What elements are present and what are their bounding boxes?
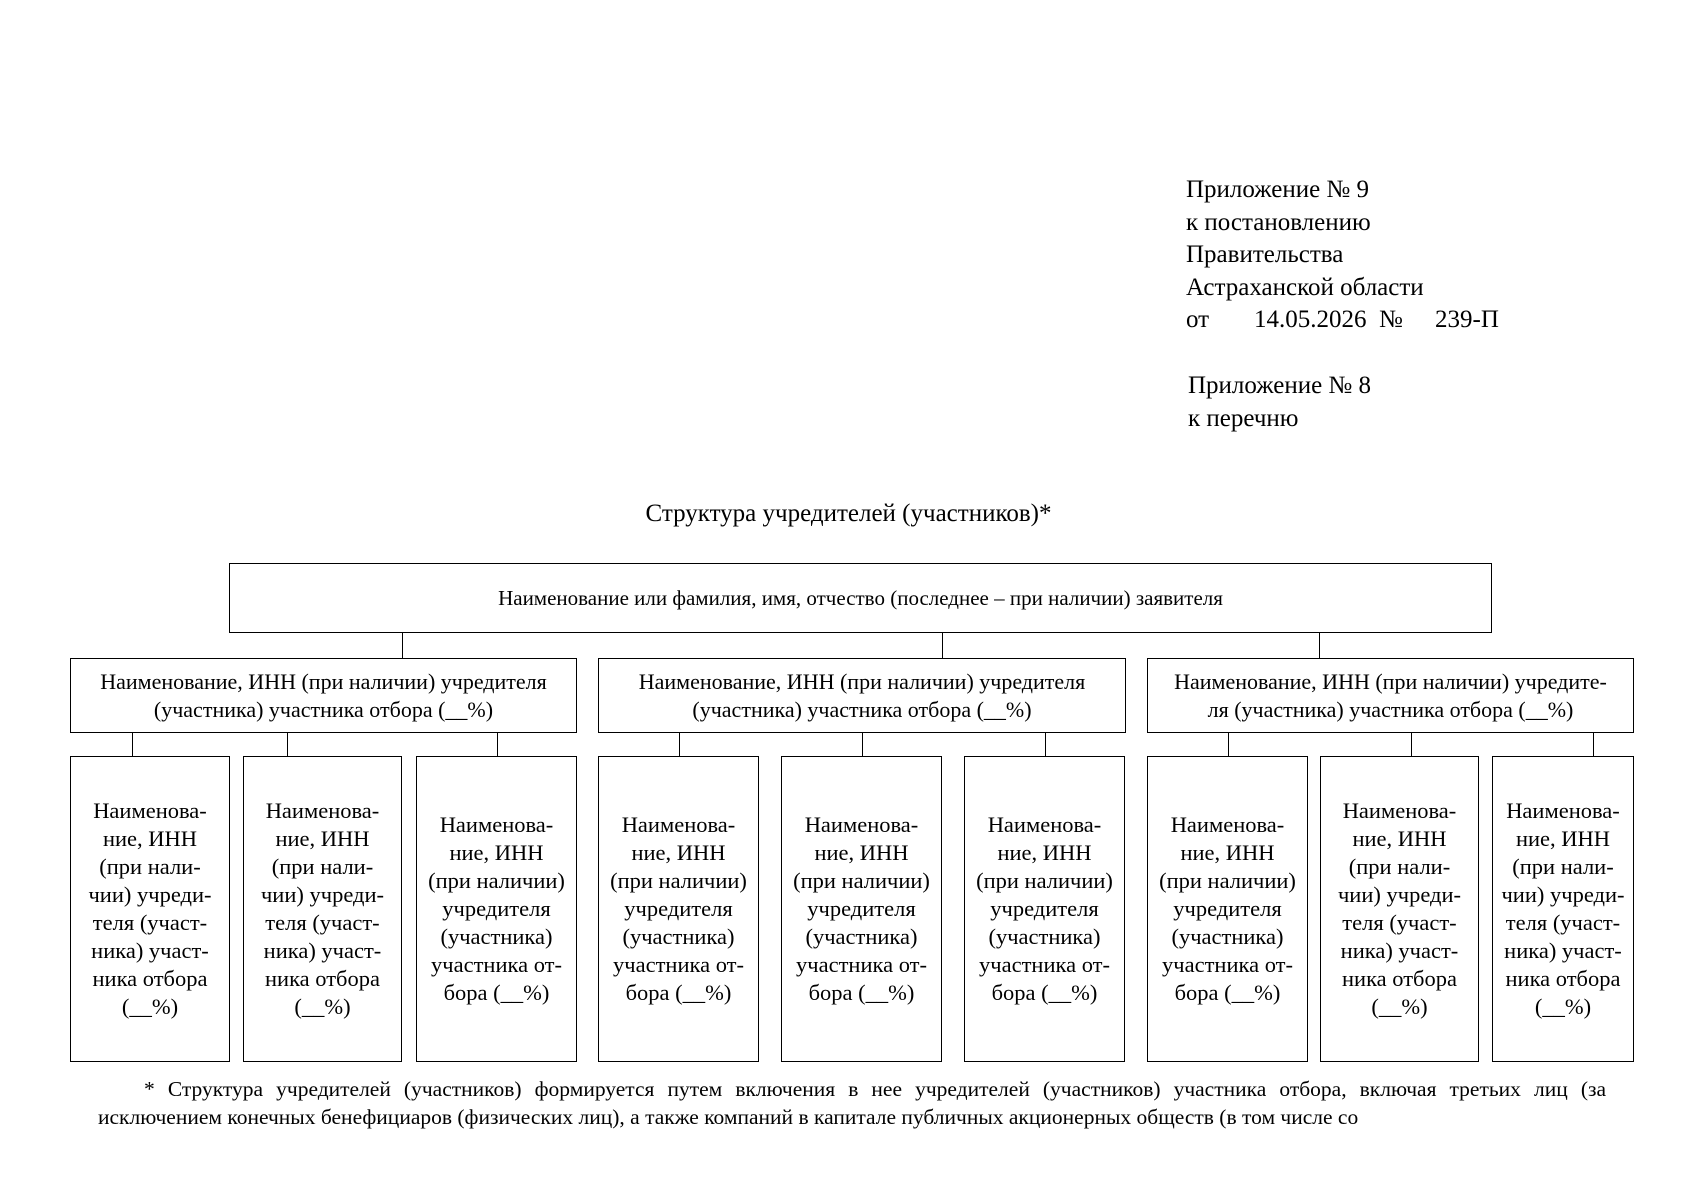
founder-box-level-2 bbox=[598, 756, 759, 1062]
founder-box-line-2: (участника) участника отбора (__%) bbox=[692, 696, 1032, 722]
founder-box-line-2: (участника) участника отбора (__%) bbox=[153, 696, 494, 722]
box-text-line: чии) учреди- bbox=[1337, 882, 1461, 907]
founder-box-level-2 bbox=[70, 756, 230, 1062]
founder-box-level-2 bbox=[1492, 756, 1634, 1062]
box-text-line: бора (__%) bbox=[808, 980, 915, 1005]
box-text-line: чии) учреди- bbox=[88, 882, 212, 907]
box-text-line: (при наличии) bbox=[1159, 868, 1296, 893]
number-sign: № bbox=[1379, 306, 1403, 333]
connector-line bbox=[1228, 733, 1229, 756]
box-text-line: (при нали- bbox=[1512, 854, 1614, 879]
box-text-line: Наименова- bbox=[93, 798, 207, 823]
applicant-box-label: Наименование или фамилия, имя, отчество (последнее – при наличии) заявителя bbox=[498, 585, 1223, 610]
founder-box-level-1 bbox=[598, 658, 1126, 733]
document-date: 14.05.2026 bbox=[1254, 306, 1367, 333]
connector-line bbox=[402, 633, 403, 658]
box-text-line: ника) участ- bbox=[91, 938, 209, 963]
appendix-9-line-2: к постановлению bbox=[1186, 208, 1371, 236]
box-text-line: Наименова- bbox=[1170, 812, 1285, 837]
founder-box-level-2 bbox=[416, 756, 577, 1062]
box-text-line: теля (участ- bbox=[1505, 910, 1621, 935]
box-text-line: (участника) bbox=[622, 924, 735, 949]
founder-box-level-2 bbox=[1320, 756, 1479, 1062]
box-text-line: участника от- bbox=[979, 952, 1110, 977]
connector-line bbox=[1319, 633, 1320, 658]
box-text-line: участника от- bbox=[1162, 952, 1293, 977]
founder-box-level-1 bbox=[70, 658, 577, 733]
box-text-line: бора (__%) bbox=[443, 980, 550, 1005]
connector-line bbox=[862, 733, 863, 756]
box-text-line: учредителя bbox=[990, 896, 1099, 921]
box-text-line: учредителя bbox=[1173, 896, 1282, 921]
box-text-line: ние, ИНН bbox=[631, 840, 726, 865]
box-text-line: (участника) bbox=[1171, 924, 1284, 949]
founder-box-line-1: Наименование, ИНН (при наличии) учредите- bbox=[1174, 668, 1607, 694]
box-text-line: ника) участ- bbox=[1504, 938, 1622, 963]
connector-line bbox=[497, 733, 498, 756]
box-text-line: чии) учреди- bbox=[1501, 882, 1625, 907]
box-text-line: ника отбора bbox=[264, 966, 380, 991]
box-text-line: (__%) bbox=[1534, 994, 1592, 1019]
box-text-line: ника отбора bbox=[92, 966, 208, 991]
appendix-9-line-3: Правительства bbox=[1186, 241, 1344, 268]
box-text-line: (__%) bbox=[1371, 994, 1428, 1019]
box-text-line: учредителя bbox=[442, 896, 551, 921]
founder-box-level-2 bbox=[964, 756, 1125, 1062]
founder-box-level-2 bbox=[781, 756, 942, 1062]
box-text-line: Наименова- bbox=[265, 798, 380, 823]
box-text-line: ние, ИНН bbox=[1352, 826, 1447, 851]
appendix-9-header bbox=[1186, 174, 1499, 337]
box-text-line: (при нали- bbox=[1348, 854, 1451, 879]
connector-line bbox=[679, 733, 680, 756]
connector-line bbox=[1411, 733, 1412, 756]
box-text-line: бора (__%) bbox=[1174, 980, 1281, 1005]
box-text-line: теля (участ- bbox=[1342, 910, 1457, 935]
founder-box-level-2 bbox=[243, 756, 402, 1062]
box-text-line: ние, ИНН bbox=[814, 840, 909, 865]
box-text-line: учредителя bbox=[807, 896, 916, 921]
box-text-line: (участника) bbox=[440, 924, 553, 949]
footnote bbox=[98, 1075, 1606, 1131]
applicant-box bbox=[229, 563, 1492, 633]
founder-box-line-2: ля (участника) участника отбора (__%) bbox=[1207, 696, 1574, 722]
connector-line bbox=[1593, 733, 1594, 756]
box-text-line: участника от- bbox=[613, 952, 744, 977]
box-text-line: Наименова- bbox=[804, 812, 919, 837]
appendix-9-title: Приложение № 9 bbox=[1186, 176, 1370, 203]
box-text-line: бора (__%) bbox=[625, 980, 732, 1005]
box-text-line: теля (участ- bbox=[265, 910, 380, 935]
box-text-line: чии) учреди- bbox=[260, 882, 384, 907]
connector-line bbox=[942, 633, 943, 658]
box-text-line: учредителя bbox=[624, 896, 733, 921]
document-number: 239-П bbox=[1435, 306, 1499, 333]
box-text-line: (при наличии) bbox=[610, 868, 747, 893]
founder-box-level-1 bbox=[1147, 658, 1634, 733]
box-text-line: (участника) bbox=[805, 924, 918, 949]
founder-box-line-1: Наименование, ИНН (при наличии) учредителя bbox=[638, 668, 1086, 694]
box-text-line: ние, ИНН bbox=[1515, 826, 1611, 851]
box-text-line: теля (участ- bbox=[92, 910, 208, 935]
box-text-line: (__%) bbox=[294, 994, 351, 1019]
box-text-line: ние, ИНН bbox=[275, 826, 370, 851]
date-prefix: от bbox=[1186, 306, 1210, 333]
box-text-line: (__%) bbox=[121, 994, 179, 1019]
box-text-line: ние, ИНН bbox=[102, 826, 198, 851]
box-text-line: Наименова- bbox=[987, 812, 1102, 837]
box-text-line: (при наличии) bbox=[976, 868, 1113, 893]
box-text-line: Наименова- bbox=[1506, 798, 1620, 823]
box-text-line: Наименова- bbox=[621, 812, 736, 837]
footnote-line-2: (за исключением конечных бенефициаров (физических лиц), а также компаний в капитале публичных акционерных обществ (в том числе со bbox=[98, 1077, 1607, 1129]
box-text-line: бора (__%) bbox=[991, 980, 1098, 1005]
box-text-line: участника от- bbox=[796, 952, 927, 977]
box-text-line: ние, ИНН bbox=[997, 840, 1092, 865]
appendix-9-date-line bbox=[1186, 304, 1499, 337]
appendix-8-header bbox=[1188, 370, 1371, 435]
box-text-line: (участника) bbox=[988, 924, 1101, 949]
box-text-line: ника) участ- bbox=[1340, 938, 1459, 963]
box-text-line: ние, ИНН bbox=[1180, 840, 1275, 865]
box-text-line: Наименова- bbox=[1342, 798, 1457, 823]
box-text-line: участника от- bbox=[431, 952, 562, 977]
appendix-8-line-2: к перечню bbox=[1188, 404, 1299, 432]
appendix-8-title: Приложение № 8 bbox=[1188, 372, 1372, 399]
founder-box-line-1: Наименование, ИНН (при наличии) учредителя bbox=[100, 668, 547, 694]
connector-line bbox=[1045, 733, 1046, 756]
box-text-line: ника отбора bbox=[1505, 966, 1621, 991]
box-text-line: ника) участ- bbox=[263, 938, 382, 963]
connector-line bbox=[132, 733, 133, 756]
box-text-line: (при наличии) bbox=[428, 868, 565, 893]
box-text-line: Наименова- bbox=[439, 812, 554, 837]
founder-box-level-2 bbox=[1147, 756, 1308, 1062]
box-text-line: ника отбора bbox=[1341, 966, 1457, 991]
box-text-line: (при нали- bbox=[271, 854, 374, 879]
appendix-9-line-4: Астраханской области bbox=[1186, 273, 1424, 301]
document-title: Структура учредителей (участников)* bbox=[645, 500, 1052, 527]
connector-line bbox=[287, 733, 288, 756]
footnote-line-1: * Структура учредителей (участников) формируется путем включения в нее учредителей (участников) участника отбора, включая третьих лиц bbox=[144, 1077, 1568, 1101]
box-text-line: ние, ИНН bbox=[449, 840, 544, 865]
box-text-line: (при наличии) bbox=[793, 868, 930, 893]
box-text-line: (при нали- bbox=[99, 854, 201, 879]
